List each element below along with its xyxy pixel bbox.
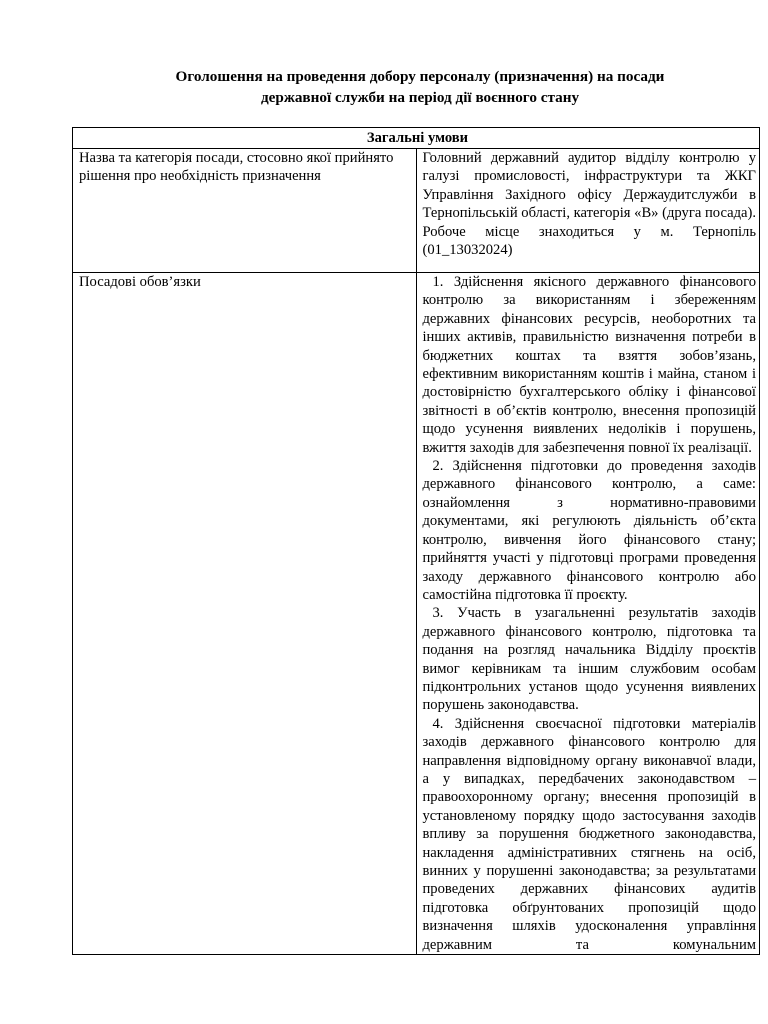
section-header: Загальні умови xyxy=(73,128,760,149)
duty-paragraph-2: 2. Здійснення підготовки до проведення заходів державного фінансового контролю, а саме: ознайомлення з нормативно-правовими документами, які регулюють діяльність об’єкта контролю, вивчення його фінансового стану; прийняття участі у підготовці програми проведення заходу державного фінансового контролю або самостійна підготовка її проєкту. xyxy=(422,458,756,603)
duties-label: Посадові обов’язки xyxy=(73,273,417,955)
table-row xyxy=(73,273,760,955)
document-title xyxy=(72,66,768,108)
title-line-2: державної служби на період дії воєнного стану xyxy=(260,89,580,106)
duty-paragraph-4: 4. Здійснення своєчасної підготовки матеріалів заходів державного фінансового контролю для направлення відповідному органу виконавчої влади, а у випадках, передбачених законодавством – правоохоронному органу; внесення пропозицій в установленому порядку щодо застосування заходів впливу за порушення бюджетного законодавства, накладення адміністративних стягнень на осіб, винних у порушенні законодавства; за результатами проведених державних фінансових аудитів підготовка обґрунтованих пропозицій щодо визначення шляхів удосконалення управління державним та комунальним xyxy=(422,715,756,953)
table-row xyxy=(73,149,760,273)
duty-paragraph-3: 3. Участь в узагальненні результатів заходів державного фінансового контролю, підготовка та подання на розгляд начальника Відділу проєктів вимог керівникам та іншим службовим особам підконтрольних установ щодо усунення виявлених порушень законодавства. xyxy=(422,605,756,714)
position-name-label: Назва та категорія посади, стосовно якої прийнято рішення про необхідність призначення xyxy=(73,149,417,273)
position-name-value: Головний державний аудитор відділу контролю у галузі промисловості, інфраструктури та ЖКГ Управління Західного офісу Держаудитслужби в Тернопільській області, категорія «В» (друга посада). Робоче місце знаходиться у м. Тернопіль (01_13032024) xyxy=(416,149,760,273)
section-header-row xyxy=(73,128,760,149)
conditions-table xyxy=(72,127,760,955)
duties-value xyxy=(416,273,760,955)
title-line-1: Оголошення на проведення добору персоналу (призначення) на посади xyxy=(175,68,665,85)
duty-paragraph-1: 1. Здійснення якісного державного фінансового контролю за використанням і збереженням державних фінансових ресурсів, необоротних та інших активів, правильністю визначення потреби в бюджетних коштах та взяття зобов’язань, ефективним використанням коштів і майна, станом і достовірністю бухгалтерського обліку і фінансової звітності в об’єктів контролю, внесення пропозицій щодо усунення виявлених недоліків і порушень, вжиття заходів для забезпечення повної їх реалізації. xyxy=(422,274,756,456)
